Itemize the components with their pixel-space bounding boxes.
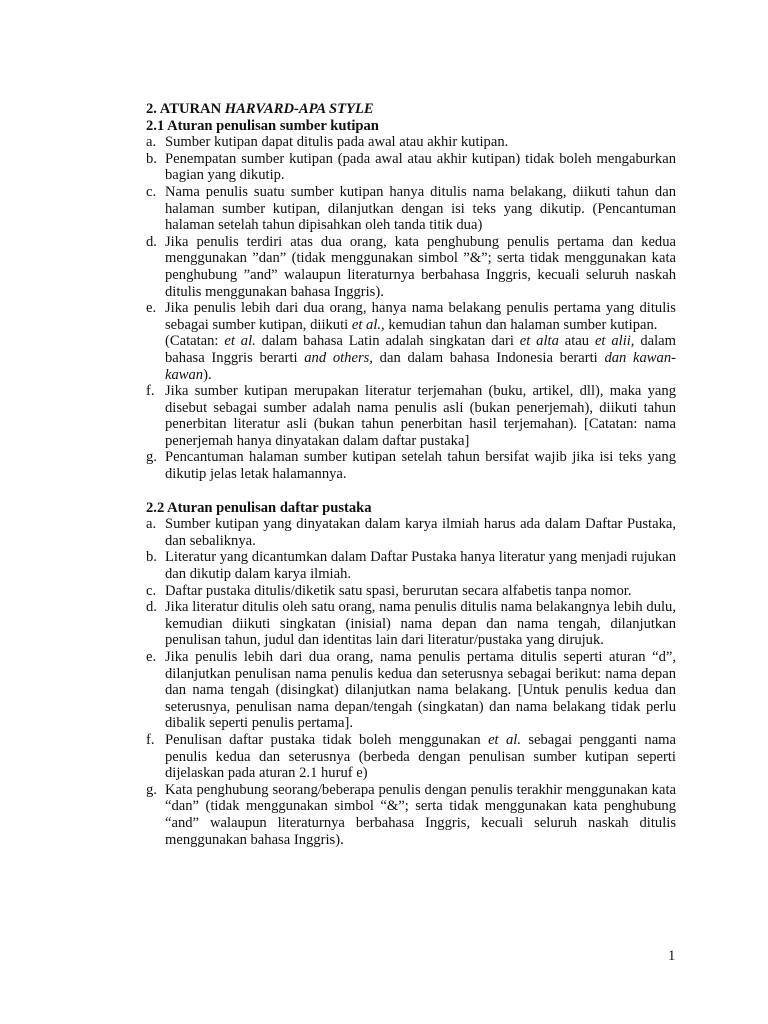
text-run: dalam bahasa Inggris berarti <box>165 333 676 366</box>
list-item <box>146 383 676 449</box>
list-marker: e. <box>146 649 157 665</box>
section-spacer <box>146 483 676 500</box>
italic-text: et al. <box>224 333 256 350</box>
list-item <box>146 134 676 151</box>
list-marker: f. <box>146 731 155 748</box>
page-number: 1 <box>668 948 676 964</box>
list-item-text <box>165 649 676 732</box>
text-run: dan dalam bahasa Indonesia berarti <box>372 349 605 366</box>
list-item <box>146 151 676 184</box>
text-run: kemudian tahun dan halaman sumber kutipan. <box>384 316 658 333</box>
text-run: Jika penulis lebih dari dua orang, nama penulis pertama ditulis seperti aturan “d”, dilanjutkan penulisan nama penulis kedua dan seterusnya sebagai berikut: nama depan dan nama tengah (disingkat) dilanjutkan nama belakang. [Untuk penulis kedua dan seterusnya, penulisan nama depan/tengah (singkatan) dan nama belakang tidak perlu dibalik seperti penulis pertama]. <box>165 649 676 732</box>
list-item <box>146 583 676 600</box>
text-run: ). <box>203 366 212 383</box>
text-run: Jika penulis terdiri atas dua orang, kata penghubung penulis pertama dan kedua menggunakan ”dan” (tidak menggunakan simbol ”&”; serta tidak menggunakan kata penghubung ”and” walaupun literaturnya berbahasa Inggris, kecuali seluruh naskah ditulis menggunakan bahasa Inggris). <box>165 233 676 300</box>
italic-text: dan kawan-kawan <box>165 349 676 383</box>
list-item-text <box>165 151 676 184</box>
section-1-list <box>146 134 676 482</box>
chapter-heading <box>146 101 676 118</box>
list-marker: g. <box>146 781 157 798</box>
list-item <box>146 234 676 300</box>
list-item-text <box>165 383 676 449</box>
section-2-title: 2.2 Aturan penulisan daftar pustaka <box>146 499 372 516</box>
list-item-text <box>165 449 676 482</box>
list-item <box>146 300 676 383</box>
list-marker: c. <box>146 582 157 599</box>
chapter-heading-number: 2. ATURAN <box>146 101 225 117</box>
italic-text: et alta <box>519 333 559 350</box>
list-item-text <box>165 599 676 649</box>
list-item <box>146 449 676 482</box>
list-item <box>146 516 676 549</box>
italic-text: and others, <box>304 349 373 366</box>
text-run: sebagai pengganti nama penulis kedua dan seterusnya (berbeda dengan penulisan sumber kutipan seperti dijelaskan pada aturan 2.1 huruf e) <box>165 731 676 782</box>
text-run: Literatur yang dicantumkan dalam Daftar Pustaka hanya literatur yang menjadi rujukan dan dikutip dalam karya ilmiah. <box>165 549 676 583</box>
text-run: Sumber kutipan dapat ditulis pada awal atau akhir kutipan. <box>165 134 509 151</box>
list-item-text <box>165 782 676 848</box>
list-item-text <box>165 234 676 300</box>
section-1-title: 2.1 Aturan penulisan sumber kutipan <box>146 117 379 134</box>
text-run: Jika literatur ditulis oleh satu orang, nama penulis ditulis nama belakangnya lebih dulu, kemudian diikuti singkatan (inisial) nama depan dan nama tengah, dilanjutkan penulisan tahun, judul dan identitas lain dari literatur/pustaka yang dirujuk. <box>165 599 676 649</box>
text-run: dalam bahasa Latin adalah singkatan dari <box>255 333 520 350</box>
text-run: Nama penulis suatu sumber kutipan hanya ditulis nama belakang, diikuti tahun dan halaman sumber kutipan, dilanjutkan dengan isi teks yang dikutip. (Pencantuman halaman setelah tahun dipisahkan oleh tanda titik dua) <box>165 183 676 234</box>
text-run: Penempatan sumber kutipan (pada awal atau akhir kutipan) tidak boleh mengaburkan bagian yang dikutip. <box>165 150 676 184</box>
text-run: atau <box>558 333 595 350</box>
section-2-list <box>146 516 676 848</box>
list-marker: d. <box>146 233 157 250</box>
list-item <box>146 649 676 732</box>
text-run: Jika penulis lebih dari dua orang, hanya nama belakang penulis pertama yang ditulis sebagai sumber kutipan, diikuti <box>165 300 676 333</box>
list-marker: a. <box>146 134 157 151</box>
list-marker: c. <box>146 183 157 200</box>
text-run: Daftar pustaka ditulis/diketik satu spasi, berurutan secara alfabetis tanpa nomor. <box>165 582 632 599</box>
list-item-text <box>165 583 676 600</box>
list-marker: d. <box>146 599 157 616</box>
text-run: (Catatan: <box>165 333 225 350</box>
list-item <box>146 184 676 234</box>
text-run: Penulisan daftar pustaka tidak boleh menggunakan <box>165 731 489 748</box>
text-run: Kata penghubung seorang/beberapa penulis dengan penulis terakhir menggunakan kata “dan” (tidak menggunakan simbol “&”; serta tidak menggunakan kata penghubung “and” walaupun literaturnya berbahasa Inggris, kecuali seluruh naskah ditulis menggunakan bahasa Inggris). <box>165 781 676 848</box>
list-marker: b. <box>146 549 157 566</box>
list-item-text <box>165 134 676 151</box>
italic-text: et alii, <box>594 333 635 350</box>
list-item-text <box>165 549 676 582</box>
list-item-text <box>165 300 676 383</box>
list-marker: e. <box>146 300 157 317</box>
list-marker: g. <box>146 449 157 466</box>
list-item-text <box>165 732 676 782</box>
list-marker: b. <box>146 150 157 167</box>
italic-text: et al. <box>488 731 521 748</box>
list-item <box>146 549 676 582</box>
list-item <box>146 782 676 848</box>
list-marker: a. <box>146 516 157 533</box>
italic-text: et al., <box>351 316 385 333</box>
list-item-text <box>165 184 676 234</box>
text-run: Jika sumber kutipan merupakan literatur terjemahan (buku, artikel, dll), maka yang disebut sebagai sumber adalah nama penulis asli (bukan penerjemah), diikuti tahun penerbitan literatur asli (bukan tahun penerbitan hasil terjemahan). [Catatan: nama penerjemah hanya dinyatakan dalam daftar pustaka] <box>165 383 676 449</box>
text-run: Sumber kutipan yang dinyatakan dalam karya ilmiah harus ada dalam Daftar Pustaka, dan sebaliknya. <box>165 516 676 549</box>
chapter-heading-italic: HARVARD-APA STYLE <box>224 101 374 117</box>
list-marker: f. <box>146 383 155 400</box>
list-item <box>146 599 676 649</box>
list-item-text <box>165 516 676 549</box>
list-item <box>146 732 676 782</box>
document-body <box>146 101 676 848</box>
text-run: Pencantuman halaman sumber kutipan setelah tahun bersifat wajib jika isi teks yang dikutip jelas letak halamannya. <box>165 449 676 483</box>
